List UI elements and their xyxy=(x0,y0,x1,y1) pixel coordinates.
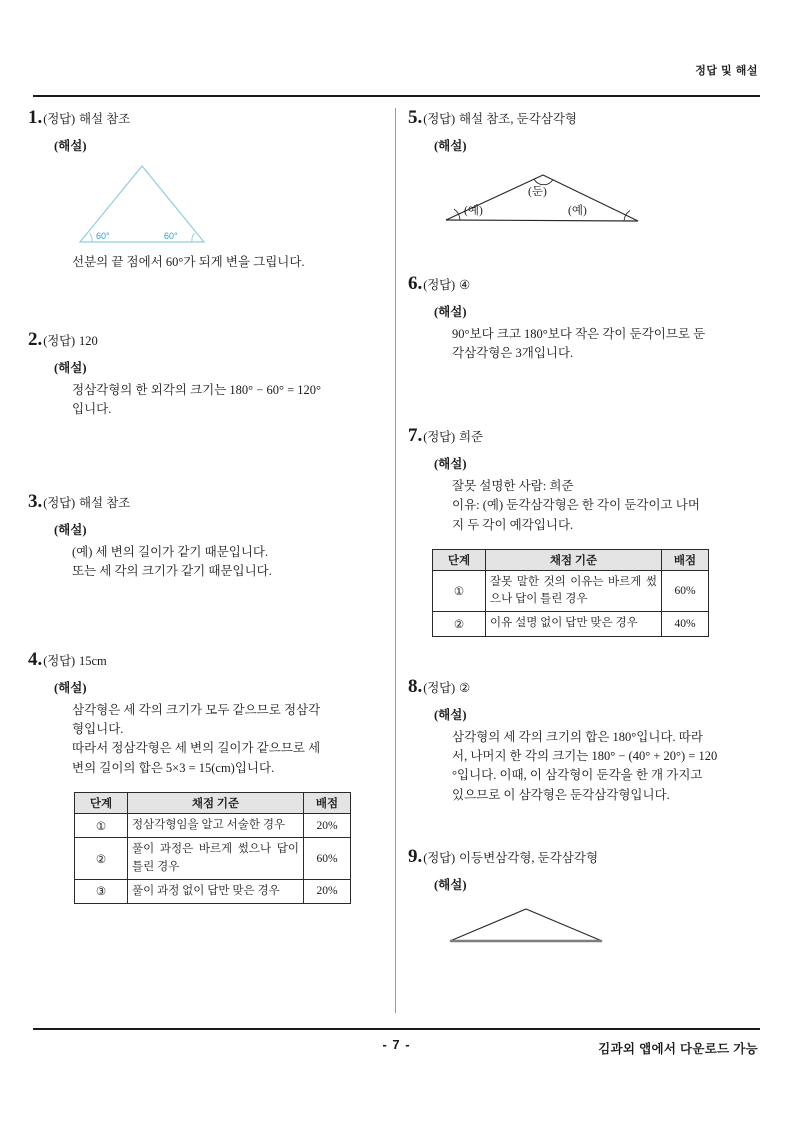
rubric-header-row xyxy=(75,793,351,814)
angle-arc-left xyxy=(90,233,93,242)
item-7-solution-line-1: 잘못 설명한 사람: 희준 xyxy=(452,478,574,493)
answer-item-8 xyxy=(408,677,758,806)
item-6-solution-tag: (해설) xyxy=(434,305,467,319)
item-1-figure-caption: 선분의 끝 점에서 60°가 되게 변을 그립니다. xyxy=(72,255,305,269)
item-8-solution-line-3: °입니다. 이때, 이 삼각형이 둔각을 한 개 가지고 xyxy=(452,768,703,783)
item-5-heading xyxy=(408,108,758,127)
item-1-number: 1. xyxy=(28,107,43,128)
item-3-answer-tag: (정답) xyxy=(43,495,75,510)
item-4-heading xyxy=(28,650,378,669)
rubric-points: 20% xyxy=(304,879,351,903)
rubric-step: ② xyxy=(433,612,486,636)
item-6-solution-body xyxy=(452,325,742,364)
item-4-answer-tag: (정답) xyxy=(43,653,75,668)
answer-item-2 xyxy=(28,330,378,420)
item-2-number: 2. xyxy=(28,329,43,350)
item-8-solution-line-4: 있으므로 이 삼각형은 둔각삼각형입니다. xyxy=(452,787,670,802)
item-2-answer-value: 120 xyxy=(78,334,98,348)
item-2-answer-tag: (정답) xyxy=(43,334,75,348)
item-8-answer-value: ② xyxy=(458,680,471,695)
item-6-answer-value: ④ xyxy=(458,278,471,292)
item-7-solution-line-3: 지 두 각이 예각입니다. xyxy=(452,517,574,532)
rubric-step: ③ xyxy=(75,879,128,903)
item-7-solution-body xyxy=(452,477,742,535)
item-6-number: 6. xyxy=(408,273,423,294)
rubric-step: ① xyxy=(433,570,486,612)
rubric-criteria: 풀이 과정 없이 답만 맞은 경우 xyxy=(128,879,304,903)
angle-label-left: (예) xyxy=(464,205,483,217)
rubric-points: 20% xyxy=(304,814,351,838)
item-4-number: 4. xyxy=(28,648,43,670)
answer-item-1 xyxy=(28,108,378,270)
item-4-rubric-table xyxy=(74,792,351,904)
item-8-solution-line-2: 서, 나머지 한 각의 크기는 180° − (40° + 20°) = 120 xyxy=(452,749,718,763)
item-1-solution-tag: (해설) xyxy=(54,139,87,153)
item-8-solution-tag: (해설) xyxy=(434,707,467,722)
item-7-rubric-table xyxy=(432,549,709,637)
item-6-answer-tag: (정답) xyxy=(423,278,455,292)
item-5-answer-value: 해설 참조, 둔각삼각형 xyxy=(458,112,577,126)
item-1-answer-tag: (정답) xyxy=(43,112,75,126)
rubric-criteria: 잘못 말한 것의 이유는 바르게 썼으나 답이 틀린 경우 xyxy=(486,570,662,612)
item-9-figure-isosceles-triangle xyxy=(438,903,758,949)
item-3-heading xyxy=(28,492,378,511)
rubric-criteria: 이유 설명 없이 답만 맞은 경우 xyxy=(486,612,662,636)
angle-label-left: 60° xyxy=(96,231,110,241)
item-4-solution-body xyxy=(72,701,362,779)
item-1-figure-equilateral-triangle xyxy=(70,160,378,250)
item-6-solution-line-2: 각삼각형은 3개입니다. xyxy=(452,346,574,361)
rubric-step: ② xyxy=(75,838,128,880)
rubric-points: 60% xyxy=(304,838,351,880)
answer-item-3 xyxy=(28,492,378,582)
item-2-solution-body xyxy=(72,381,362,420)
item-3-solution-tag: (해설) xyxy=(54,522,87,537)
obtuse-triangle-svg xyxy=(438,162,653,234)
wide-isosceles-triangle-svg xyxy=(438,903,613,949)
item-5-solution-tag: (해설) xyxy=(434,139,467,153)
rubric-header-criteria: 채점 기준 xyxy=(128,793,304,814)
item-5-figure-obtuse-triangle xyxy=(438,162,758,234)
item-8-answer-tag: (정답) xyxy=(423,680,455,695)
item-3-solution-line-2: 또는 세 각의 크기가 같기 때문입니다. xyxy=(72,564,272,579)
item-4-solution-line-3: 따라서 정삼각형은 세 변의 길이가 같으므로 세 xyxy=(72,741,321,756)
item-9-heading xyxy=(408,847,758,866)
item-4-solution-line-1: 삼각형은 세 각의 크기가 모두 같으므로 정삼각 xyxy=(72,702,321,717)
header-divider xyxy=(33,95,760,97)
table-row xyxy=(75,814,351,838)
item-3-number: 3. xyxy=(28,490,43,512)
right-column xyxy=(408,108,758,949)
item-2-solution-line-1: 정삼각형의 한 외각의 크기는 180° − 60° = 120° xyxy=(72,383,321,397)
page-header-title: 정답 및 해설 xyxy=(695,65,758,77)
item-7-answer-value: 희준 xyxy=(458,429,484,444)
answer-item-5 xyxy=(408,108,758,234)
rubric-header-step: 단계 xyxy=(75,793,128,814)
angle-label-apex: (둔) xyxy=(528,186,547,198)
answer-item-9 xyxy=(408,847,758,949)
item-9-answer-tag: (정답) xyxy=(423,851,455,866)
answer-item-7 xyxy=(408,426,758,637)
item-4-solution-line-2: 형입니다. xyxy=(72,721,124,736)
item-2-solution-line-2: 입니다. xyxy=(72,402,112,417)
table-row xyxy=(75,879,351,903)
item-1-heading xyxy=(28,108,378,127)
rubric-criteria: 정삼각형임을 알고 서술한 경우 xyxy=(128,814,304,838)
item-5-number: 5. xyxy=(408,107,423,128)
item-7-solution-tag: (해설) xyxy=(434,456,467,471)
item-9-number: 9. xyxy=(408,846,423,868)
item-4-answer-value: 15cm xyxy=(78,653,107,668)
item-3-answer-value: 해설 참조 xyxy=(78,495,131,510)
item-7-number: 7. xyxy=(408,424,423,446)
table-row xyxy=(433,570,709,612)
item-7-heading xyxy=(408,426,758,445)
rubric-points: 60% xyxy=(662,570,709,612)
item-2-heading xyxy=(28,330,378,349)
left-column xyxy=(28,108,378,904)
answer-item-6 xyxy=(408,274,758,364)
angle-arc-apex xyxy=(534,179,553,185)
footer-divider xyxy=(33,1028,760,1030)
item-3-solution-body xyxy=(72,543,362,582)
column-divider xyxy=(395,108,396,1013)
item-4-solution-line-4: 변의 길이의 합은 5×3 = 15(cm)입니다. xyxy=(72,760,275,775)
page-number: - 7 - xyxy=(382,1037,411,1052)
item-6-solution-line-1: 90°보다 크고 180°보다 작은 각이 둔각이므로 둔 xyxy=(452,327,706,341)
item-8-number: 8. xyxy=(408,675,423,697)
angle-label-right: 60° xyxy=(164,231,178,241)
item-8-solution-line-1: 삼각형의 세 각의 크기의 합은 180°입니다. 따라 xyxy=(452,729,703,744)
item-8-solution-body xyxy=(452,728,742,806)
item-4-solution-tag: (해설) xyxy=(54,680,87,695)
angle-arc-right xyxy=(192,233,195,242)
equilateral-triangle-svg xyxy=(70,160,215,250)
rubric-header-points: 배점 xyxy=(304,793,351,814)
item-5-answer-tag: (정답) xyxy=(423,112,455,126)
table-row xyxy=(433,612,709,636)
table-row xyxy=(75,838,351,880)
item-9-answer-value: 이등변삼각형, 둔각삼각형 xyxy=(458,851,599,866)
item-7-solution-line-2: 이유: (예) 둔각삼각형은 한 각이 둔각이고 나머 xyxy=(452,498,700,513)
angle-label-right: (예) xyxy=(568,205,587,217)
rubric-header-row xyxy=(433,549,709,570)
rubric-header-criteria: 채점 기준 xyxy=(486,549,662,570)
item-1-answer-value: 해설 참조 xyxy=(78,112,131,126)
rubric-points: 40% xyxy=(662,612,709,636)
footer-note: 김과외 앱에서 다운로드 가능 xyxy=(598,1042,758,1056)
rubric-header-points: 배점 xyxy=(662,549,709,570)
item-8-heading xyxy=(408,677,758,696)
rubric-step: ① xyxy=(75,814,128,838)
rubric-header-step: 단계 xyxy=(433,549,486,570)
answer-item-4 xyxy=(28,650,378,905)
item-9-solution-tag: (해설) xyxy=(434,878,467,893)
item-3-solution-line-1: (예) 세 변의 길이가 같기 때문입니다. xyxy=(72,544,269,559)
item-6-heading xyxy=(408,274,758,293)
item-7-answer-tag: (정답) xyxy=(423,429,455,444)
rubric-criteria: 풀이 과정은 바르게 썼으나 답이 틀린 경우 xyxy=(128,838,304,880)
item-2-solution-tag: (해설) xyxy=(54,361,87,375)
triangle-outline xyxy=(450,909,602,941)
